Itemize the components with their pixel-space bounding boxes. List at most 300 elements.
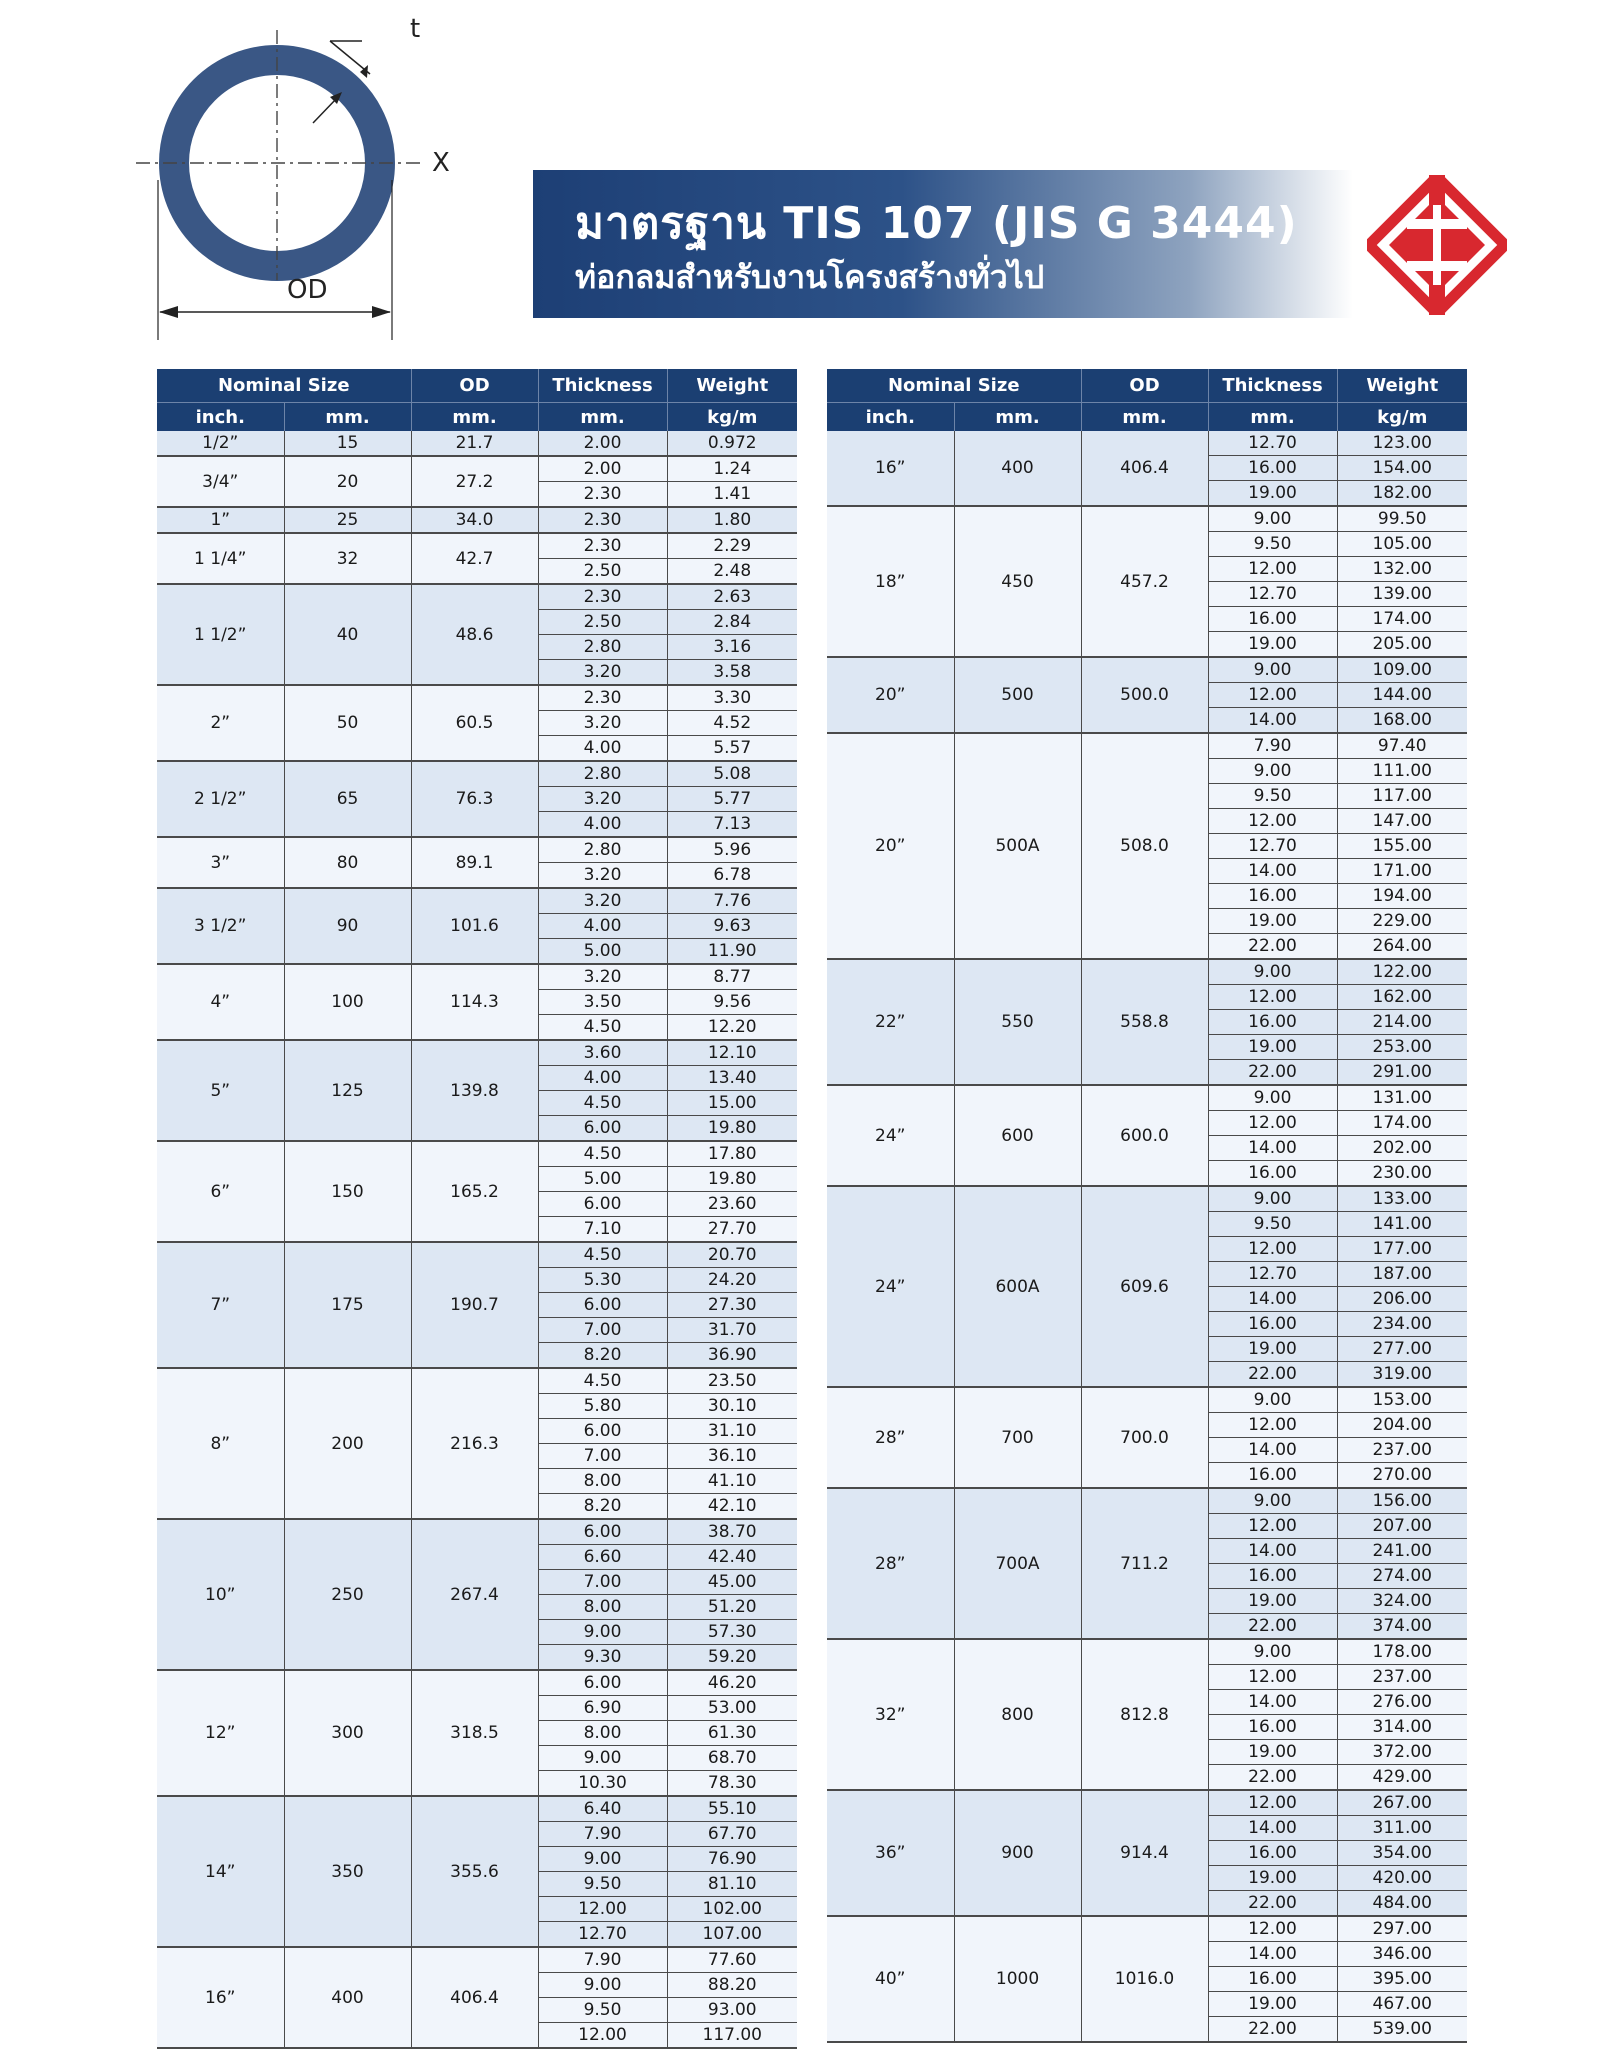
weight-cell: 7.76 — [667, 888, 797, 914]
weight-cell: 81.10 — [667, 1872, 797, 1897]
nominal-inch-cell: 6” — [157, 1141, 284, 1242]
thickness-cell: 2.50 — [538, 610, 667, 635]
nominal-mm-cell: 350 — [284, 1796, 411, 1947]
table-row — [827, 1186, 1467, 1212]
weight-cell: 237.00 — [1337, 1438, 1467, 1463]
weight-cell: 237.00 — [1337, 1665, 1467, 1690]
thickness-cell: 10.30 — [538, 1771, 667, 1797]
weight-cell: 178.00 — [1337, 1639, 1467, 1665]
nominal-inch-cell: 32” — [827, 1639, 954, 1790]
weight-cell: 253.00 — [1337, 1035, 1467, 1060]
weight-cell: 182.00 — [1337, 481, 1467, 507]
weight-cell: 19.80 — [667, 1167, 797, 1192]
table-row — [157, 584, 797, 610]
thickness-cell: 2.00 — [538, 431, 667, 456]
thickness-cell: 3.20 — [538, 711, 667, 736]
nominal-inch-cell: 2” — [157, 685, 284, 761]
nominal-inch-cell: 3” — [157, 837, 284, 888]
od-cell: 21.7 — [411, 431, 538, 456]
nominal-mm-cell: 300 — [284, 1670, 411, 1796]
inner-arrow — [313, 98, 337, 123]
thickness-cell: 22.00 — [1208, 2017, 1337, 2043]
thickness-cell: 9.00 — [538, 1620, 667, 1645]
thickness-cell: 14.00 — [1208, 859, 1337, 884]
od-cell: 812.8 — [1081, 1639, 1208, 1790]
thickness-cell: 22.00 — [1208, 1060, 1337, 1086]
od-cell: 609.6 — [1081, 1186, 1208, 1387]
table-row — [827, 657, 1467, 683]
thickness-cell: 16.00 — [1208, 1564, 1337, 1589]
weight-cell: 97.40 — [1337, 733, 1467, 759]
weight-cell: 214.00 — [1337, 1010, 1467, 1035]
od-cell: 914.4 — [1081, 1790, 1208, 1916]
thickness-label: t — [410, 14, 421, 44]
weight-cell: 484.00 — [1337, 1891, 1467, 1917]
thickness-cell: 8.20 — [538, 1494, 667, 1520]
thickness-cell: 4.50 — [538, 1368, 667, 1394]
thickness-cell: 19.00 — [1208, 909, 1337, 934]
weight-cell: 539.00 — [1337, 2017, 1467, 2043]
thickness-cell: 2.80 — [538, 761, 667, 787]
weight-cell: 204.00 — [1337, 1413, 1467, 1438]
thickness-cell: 12.70 — [538, 1922, 667, 1948]
thickness-cell: 4.50 — [538, 1141, 667, 1167]
weight-cell: 93.00 — [667, 1998, 797, 2023]
thickness-cell: 2.30 — [538, 685, 667, 711]
nominal-inch-cell: 1” — [157, 507, 284, 533]
weight-cell: 36.10 — [667, 1444, 797, 1469]
weight-cell: 13.40 — [667, 1066, 797, 1091]
weight-cell: 46.20 — [667, 1670, 797, 1696]
thickness-cell: 12.70 — [1208, 431, 1337, 456]
table-row — [157, 533, 797, 559]
table-row — [157, 1670, 797, 1696]
od-cell: 406.4 — [1081, 431, 1208, 506]
weight-cell: 2.29 — [667, 533, 797, 559]
thickness-cell: 9.00 — [538, 1847, 667, 1872]
weight-cell: 42.40 — [667, 1545, 797, 1570]
weight-cell: 12.20 — [667, 1015, 797, 1041]
table-row — [157, 1040, 797, 1066]
table-row — [157, 837, 797, 863]
nominal-mm-cell: 200 — [284, 1368, 411, 1519]
weight-cell: 23.60 — [667, 1192, 797, 1217]
weight-cell: 17.80 — [667, 1141, 797, 1167]
subheader-od-unit: mm. — [1081, 403, 1208, 432]
thickness-cell: 9.30 — [538, 1645, 667, 1671]
thickness-cell: 2.50 — [538, 559, 667, 585]
subheader-mm: mm. — [284, 403, 411, 432]
weight-cell: 144.00 — [1337, 683, 1467, 708]
weight-cell: 3.58 — [667, 660, 797, 686]
weight-cell: 88.20 — [667, 1973, 797, 1998]
weight-cell: 174.00 — [1337, 1111, 1467, 1136]
weight-cell: 3.16 — [667, 635, 797, 660]
weight-cell: 27.30 — [667, 1293, 797, 1318]
weight-cell: 42.10 — [667, 1494, 797, 1520]
thickness-cell: 2.30 — [538, 482, 667, 508]
weight-cell: 395.00 — [1337, 1967, 1467, 1992]
thickness-cell: 3.60 — [538, 1040, 667, 1066]
thickness-cell: 16.00 — [1208, 607, 1337, 632]
thickness-cell: 9.00 — [1208, 1085, 1337, 1111]
od-cell: 34.0 — [411, 507, 538, 533]
od-cell: 190.7 — [411, 1242, 538, 1368]
thickness-cell: 16.00 — [1208, 1967, 1337, 1992]
thickness-cell: 9.50 — [1208, 1212, 1337, 1237]
weight-cell: 420.00 — [1337, 1866, 1467, 1891]
header-nominal-size: Nominal Size — [827, 369, 1081, 403]
thickness-cell: 8.00 — [538, 1721, 667, 1746]
nominal-inch-cell: 8” — [157, 1368, 284, 1519]
weight-cell: 270.00 — [1337, 1463, 1467, 1489]
od-cell: 76.3 — [411, 761, 538, 837]
weight-cell: 156.00 — [1337, 1488, 1467, 1514]
thickness-cell: 9.00 — [1208, 506, 1337, 532]
header-od: OD — [411, 369, 538, 403]
od-cell: 600.0 — [1081, 1085, 1208, 1186]
nominal-mm-cell: 1000 — [954, 1916, 1081, 2042]
header-nominal-size: Nominal Size — [157, 369, 411, 403]
weight-cell: 123.00 — [1337, 431, 1467, 456]
nominal-inch-cell: 28” — [827, 1488, 954, 1639]
weight-cell: 168.00 — [1337, 708, 1467, 734]
weight-cell: 206.00 — [1337, 1287, 1467, 1312]
weight-cell: 55.10 — [667, 1796, 797, 1822]
table-row — [157, 888, 797, 914]
weight-cell: 187.00 — [1337, 1262, 1467, 1287]
thickness-cell: 14.00 — [1208, 1287, 1337, 1312]
nominal-mm-cell: 50 — [284, 685, 411, 761]
weight-cell: 131.00 — [1337, 1085, 1467, 1111]
thickness-cell: 6.00 — [538, 1293, 667, 1318]
thickness-cell: 22.00 — [1208, 1765, 1337, 1791]
nominal-mm-cell: 400 — [284, 1947, 411, 2048]
thickness-cell: 19.00 — [1208, 1992, 1337, 2017]
weight-cell: 264.00 — [1337, 934, 1467, 960]
thickness-cell: 19.00 — [1208, 1589, 1337, 1614]
thickness-cell: 5.00 — [538, 1167, 667, 1192]
thickness-cell: 6.00 — [538, 1519, 667, 1545]
thickness-cell: 9.50 — [538, 1998, 667, 2023]
thickness-cell: 16.00 — [1208, 1312, 1337, 1337]
nominal-inch-cell: 1/2” — [157, 431, 284, 456]
nominal-inch-cell: 28” — [827, 1387, 954, 1488]
nominal-inch-cell: 7” — [157, 1242, 284, 1368]
weight-cell: 9.56 — [667, 990, 797, 1015]
weight-cell: 53.00 — [667, 1696, 797, 1721]
nominal-inch-cell: 22” — [827, 959, 954, 1085]
thickness-cell: 4.00 — [538, 1066, 667, 1091]
thickness-cell: 14.00 — [1208, 1539, 1337, 1564]
weight-cell: 297.00 — [1337, 1916, 1467, 1942]
thickness-cell: 14.00 — [1208, 1690, 1337, 1715]
thickness-cell: 2.80 — [538, 837, 667, 863]
weight-cell: 1.41 — [667, 482, 797, 508]
od-cell: 267.4 — [411, 1519, 538, 1670]
thickness-cell: 19.00 — [1208, 1866, 1337, 1891]
thickness-cell: 2.80 — [538, 635, 667, 660]
thickness-cell: 14.00 — [1208, 1438, 1337, 1463]
nominal-inch-cell: 3 1/2” — [157, 888, 284, 964]
nominal-mm-cell: 600A — [954, 1186, 1081, 1387]
standard-title: มาตรฐาน TIS 107 (JIS G 3444) — [575, 198, 1298, 249]
thickness-cell: 12.00 — [1208, 809, 1337, 834]
thickness-cell: 16.00 — [1208, 1841, 1337, 1866]
weight-cell: 194.00 — [1337, 884, 1467, 909]
weight-cell: 68.70 — [667, 1746, 797, 1771]
nominal-mm-cell: 550 — [954, 959, 1081, 1085]
weight-cell: 2.84 — [667, 610, 797, 635]
weight-cell: 5.96 — [667, 837, 797, 863]
thickness-cell: 19.00 — [1208, 1740, 1337, 1765]
thickness-cell: 5.80 — [538, 1394, 667, 1419]
thickness-cell: 2.30 — [538, 507, 667, 533]
thickness-cell: 12.70 — [1208, 1262, 1337, 1287]
weight-cell: 102.00 — [667, 1897, 797, 1922]
thickness-cell: 12.00 — [1208, 557, 1337, 582]
table-row — [157, 761, 797, 787]
weight-cell: 202.00 — [1337, 1136, 1467, 1161]
weight-cell: 111.00 — [1337, 759, 1467, 784]
weight-cell: 276.00 — [1337, 1690, 1467, 1715]
nominal-mm-cell: 400 — [954, 431, 1081, 506]
thickness-cell: 14.00 — [1208, 1816, 1337, 1841]
weight-cell: 19.80 — [667, 1116, 797, 1142]
weight-cell: 1.24 — [667, 456, 797, 482]
nominal-mm-cell: 100 — [284, 964, 411, 1040]
table-row — [157, 1141, 797, 1167]
thickness-cell: 16.00 — [1208, 1715, 1337, 1740]
thickness-cell: 9.50 — [538, 1872, 667, 1897]
thickness-cell: 9.00 — [1208, 759, 1337, 784]
weight-cell: 76.90 — [667, 1847, 797, 1872]
weight-cell: 57.30 — [667, 1620, 797, 1645]
nominal-mm-cell: 700A — [954, 1488, 1081, 1639]
table-row — [827, 1488, 1467, 1514]
nominal-mm-cell: 900 — [954, 1790, 1081, 1916]
thickness-cell: 12.70 — [1208, 834, 1337, 859]
spec-table-right-body — [827, 431, 1467, 2042]
weight-cell: 77.60 — [667, 1947, 797, 1973]
thickness-cell: 6.00 — [538, 1116, 667, 1142]
thickness-cell: 12.00 — [1208, 1237, 1337, 1262]
thickness-cell: 8.00 — [538, 1595, 667, 1620]
subheader-weight-unit: kg/m — [1337, 403, 1467, 432]
nominal-inch-cell: 2 1/2” — [157, 761, 284, 837]
weight-cell: 147.00 — [1337, 809, 1467, 834]
spec-table-left — [157, 369, 797, 2049]
thickness-cell: 19.00 — [1208, 481, 1337, 507]
thickness-cell: 2.30 — [538, 533, 667, 559]
nominal-inch-cell: 10” — [157, 1519, 284, 1670]
thickness-cell: 9.00 — [538, 1746, 667, 1771]
od-cell: 101.6 — [411, 888, 538, 964]
table-row — [827, 431, 1467, 456]
od-cell: 114.3 — [411, 964, 538, 1040]
weight-cell: 27.70 — [667, 1217, 797, 1243]
weight-cell: 2.48 — [667, 559, 797, 585]
weight-cell: 107.00 — [667, 1922, 797, 1948]
nominal-mm-cell: 500A — [954, 733, 1081, 959]
thickness-cell: 16.00 — [1208, 456, 1337, 481]
weight-cell: 1.80 — [667, 507, 797, 533]
company-logo-icon — [1367, 175, 1507, 315]
thickness-cell: 9.00 — [1208, 959, 1337, 985]
nominal-mm-cell: 700 — [954, 1387, 1081, 1488]
od-cell: 89.1 — [411, 837, 538, 888]
nominal-mm-cell: 80 — [284, 837, 411, 888]
thickness-cell: 9.00 — [1208, 1639, 1337, 1665]
thickness-cell: 12.00 — [1208, 1413, 1337, 1438]
weight-cell: 354.00 — [1337, 1841, 1467, 1866]
weight-cell: 38.70 — [667, 1519, 797, 1545]
thickness-cell: 4.50 — [538, 1242, 667, 1268]
thickness-cell: 12.00 — [1208, 1514, 1337, 1539]
thickness-cell: 12.00 — [1208, 683, 1337, 708]
weight-cell: 429.00 — [1337, 1765, 1467, 1791]
table-row — [827, 1387, 1467, 1413]
thickness-cell: 12.00 — [1208, 1790, 1337, 1816]
od-cell: 318.5 — [411, 1670, 538, 1796]
od-cell: 355.6 — [411, 1796, 538, 1947]
weight-cell: 67.70 — [667, 1822, 797, 1847]
od-cell: 558.8 — [1081, 959, 1208, 1085]
nominal-inch-cell: 24” — [827, 1186, 954, 1387]
weight-cell: 346.00 — [1337, 1942, 1467, 1967]
thickness-cell: 7.90 — [1208, 733, 1337, 759]
table-row — [827, 1790, 1467, 1816]
nominal-inch-cell: 4” — [157, 964, 284, 1040]
thickness-cell: 6.00 — [538, 1670, 667, 1696]
thickness-cell: 16.00 — [1208, 1463, 1337, 1489]
thickness-cell: 14.00 — [1208, 708, 1337, 734]
nominal-inch-cell: 16” — [827, 431, 954, 506]
thickness-cell: 16.00 — [1208, 1161, 1337, 1187]
weight-cell: 171.00 — [1337, 859, 1467, 884]
weight-cell: 234.00 — [1337, 1312, 1467, 1337]
weight-cell: 36.90 — [667, 1343, 797, 1369]
od-arrow-left — [159, 306, 178, 318]
subheader-thickness-unit: mm. — [538, 403, 667, 432]
thickness-cell: 8.20 — [538, 1343, 667, 1369]
spec-table-left-body — [157, 431, 797, 2048]
table-row — [827, 506, 1467, 532]
od-cell: 216.3 — [411, 1368, 538, 1519]
od-cell: 60.5 — [411, 685, 538, 761]
thickness-cell: 12.00 — [1208, 1665, 1337, 1690]
thickness-cell: 14.00 — [1208, 1136, 1337, 1161]
table-row — [157, 431, 797, 456]
weight-cell: 122.00 — [1337, 959, 1467, 985]
header-weight: Weight — [667, 369, 797, 403]
thickness-cell: 6.00 — [538, 1192, 667, 1217]
od-cell: 500.0 — [1081, 657, 1208, 733]
nominal-inch-cell: 5” — [157, 1040, 284, 1141]
od-cell: 139.8 — [411, 1040, 538, 1141]
thickness-cell: 6.90 — [538, 1696, 667, 1721]
thickness-cell: 9.00 — [1208, 657, 1337, 683]
table-row — [157, 1947, 797, 1973]
nominal-inch-cell: 18” — [827, 506, 954, 657]
od-cell: 42.7 — [411, 533, 538, 584]
thickness-cell: 12.00 — [1208, 985, 1337, 1010]
weight-cell: 267.00 — [1337, 1790, 1467, 1816]
table-row — [827, 1085, 1467, 1111]
weight-cell: 78.30 — [667, 1771, 797, 1797]
nominal-mm-cell: 20 — [284, 456, 411, 507]
weight-cell: 0.972 — [667, 431, 797, 456]
weight-cell: 31.70 — [667, 1318, 797, 1343]
weight-cell: 99.50 — [1337, 506, 1467, 532]
weight-cell: 141.00 — [1337, 1212, 1467, 1237]
od-cell: 165.2 — [411, 1141, 538, 1242]
weight-cell: 155.00 — [1337, 834, 1467, 859]
table-row — [157, 1368, 797, 1394]
nominal-inch-cell: 40” — [827, 1916, 954, 2042]
thickness-cell: 3.50 — [538, 990, 667, 1015]
weight-cell: 30.10 — [667, 1394, 797, 1419]
od-cell: 406.4 — [411, 1947, 538, 2048]
nominal-inch-cell: 1 1/2” — [157, 584, 284, 685]
weight-cell: 51.20 — [667, 1595, 797, 1620]
subheader-inch: inch. — [157, 403, 284, 432]
thickness-cell: 4.00 — [538, 736, 667, 762]
subheader-thickness-unit: mm. — [1208, 403, 1337, 432]
weight-cell: 5.77 — [667, 787, 797, 812]
weight-cell: 7.13 — [667, 812, 797, 838]
thickness-cell: 4.00 — [538, 812, 667, 838]
nominal-mm-cell: 800 — [954, 1639, 1081, 1790]
weight-cell: 174.00 — [1337, 607, 1467, 632]
table-row — [827, 959, 1467, 985]
table-row — [157, 685, 797, 711]
thickness-cell: 12.00 — [538, 2023, 667, 2049]
nominal-mm-cell: 90 — [284, 888, 411, 964]
table-row — [157, 1242, 797, 1268]
thickness-cell: 6.40 — [538, 1796, 667, 1822]
nominal-inch-cell: 14” — [157, 1796, 284, 1947]
thickness-cell: 7.10 — [538, 1217, 667, 1243]
thickness-cell: 19.00 — [1208, 632, 1337, 658]
thickness-cell: 7.00 — [538, 1570, 667, 1595]
thickness-cell: 4.00 — [538, 914, 667, 939]
weight-cell: 162.00 — [1337, 985, 1467, 1010]
weight-cell: 5.08 — [667, 761, 797, 787]
weight-cell: 15.00 — [667, 1091, 797, 1116]
nominal-inch-cell: 20” — [827, 657, 954, 733]
thickness-cell: 7.00 — [538, 1318, 667, 1343]
thickness-cell: 12.00 — [538, 1897, 667, 1922]
thickness-cell: 4.50 — [538, 1091, 667, 1116]
thickness-cell: 12.00 — [1208, 1916, 1337, 1942]
thickness-cell: 9.50 — [1208, 532, 1337, 557]
nominal-inch-cell: 36” — [827, 1790, 954, 1916]
thickness-cell: 2.00 — [538, 456, 667, 482]
weight-cell: 9.63 — [667, 914, 797, 939]
thickness-cell: 9.00 — [1208, 1186, 1337, 1212]
weight-cell: 61.30 — [667, 1721, 797, 1746]
table-row — [157, 507, 797, 533]
thickness-cell: 9.50 — [1208, 784, 1337, 809]
weight-cell: 274.00 — [1337, 1564, 1467, 1589]
thickness-cell: 22.00 — [1208, 934, 1337, 960]
thickness-cell: 14.00 — [1208, 1942, 1337, 1967]
nominal-inch-cell: 24” — [827, 1085, 954, 1186]
weight-cell: 311.00 — [1337, 1816, 1467, 1841]
weight-cell: 319.00 — [1337, 1362, 1467, 1388]
thickness-cell: 22.00 — [1208, 1614, 1337, 1640]
